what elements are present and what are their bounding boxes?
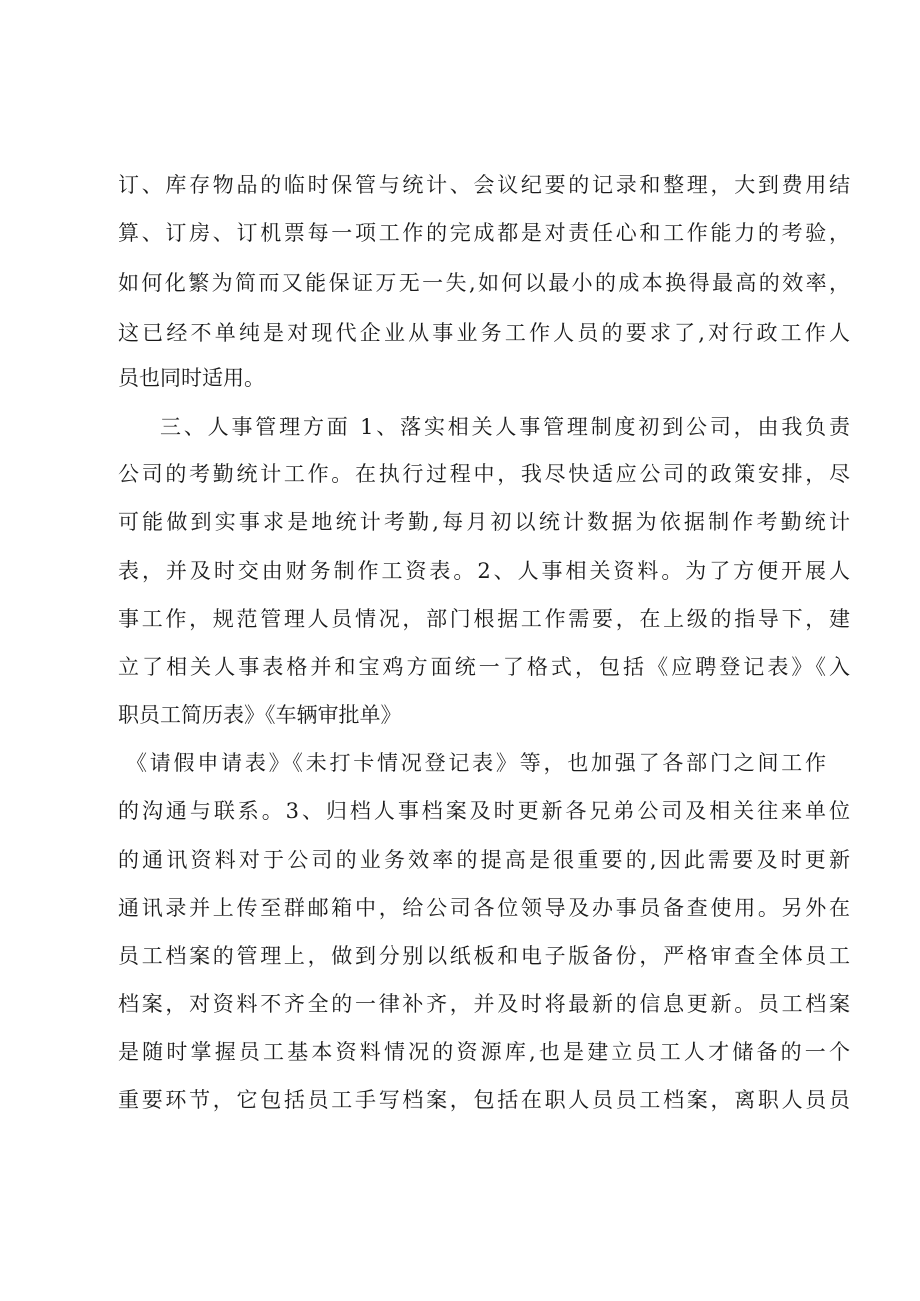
text-line: 算、订房、订机票每一项工作的完成都是对责任心和工作能力的考验， [118, 221, 850, 245]
text-line: 通讯录并上传至群邮箱中，给公司各位领导及办事员备查使用。另外在 [118, 896, 850, 920]
text-line: 可能做到实事求是地统计考勤,每月初以统计数据为依据制作考勤统计 [118, 510, 850, 534]
text-line: 员工档案的管理上，做到分别以纸板和电子版备份，严格审查全体员工 [118, 944, 850, 968]
text-line: 是随时掌握员工基本资料情况的资源库,也是建立员工人才储备的一个 [118, 1040, 850, 1064]
text-line: 这已经不单纯是对现代企业从事业务工作人员的要求了,对行政工作人 [118, 321, 850, 345]
text-line: 表，并及时交由财务制作工资表。2、人事相关资料。为了方便开展人 [118, 559, 850, 583]
text-line: 事工作，规范管理人员情况，部门根据工作需要，在上级的指导下，建 [118, 607, 850, 631]
text-line: 立了相关人事表格并和宝鸡方面统一了格式，包括《应聘登记表》《入 [118, 655, 850, 679]
section-heading-line: 三、人事管理方面 1、落实相关人事管理制度初到公司，由我负责 [160, 415, 850, 439]
text-line: 订、库存物品的临时保管与统计、会议纪要的记录和整理，大到费用结 [118, 173, 850, 197]
text-line: 的通讯资料对于公司的业务效率的提高是很重要的,因此需要及时更新 [118, 848, 850, 872]
text-line: 重要环节，它包括员工手写档案，包括在职人员员工档案，离职人员员 [118, 1088, 850, 1112]
text-line: 员也同时适用。 [118, 366, 265, 390]
text-line: 的沟通与联系。3、归档人事档案及时更新各兄弟公司及相关往来单位 [118, 799, 850, 823]
text-line: 职员工简历表》《车辆审批单》 [118, 703, 402, 727]
text-line: 如何化繁为简而又能保证万无一失,如何以最小的成本换得最高的效率， [118, 271, 850, 295]
text-line: 公司的考勤统计工作。在执行过程中，我尽快适应公司的政策安排，尽 [118, 462, 850, 486]
text-line: 档案，对资料不齐全的一律补齐，并及时将最新的信息更新。员工档案 [118, 992, 850, 1016]
text-line: 《请假申请表》《未打卡情况登记表》等，也加强了各部门之间工作 [126, 751, 826, 775]
